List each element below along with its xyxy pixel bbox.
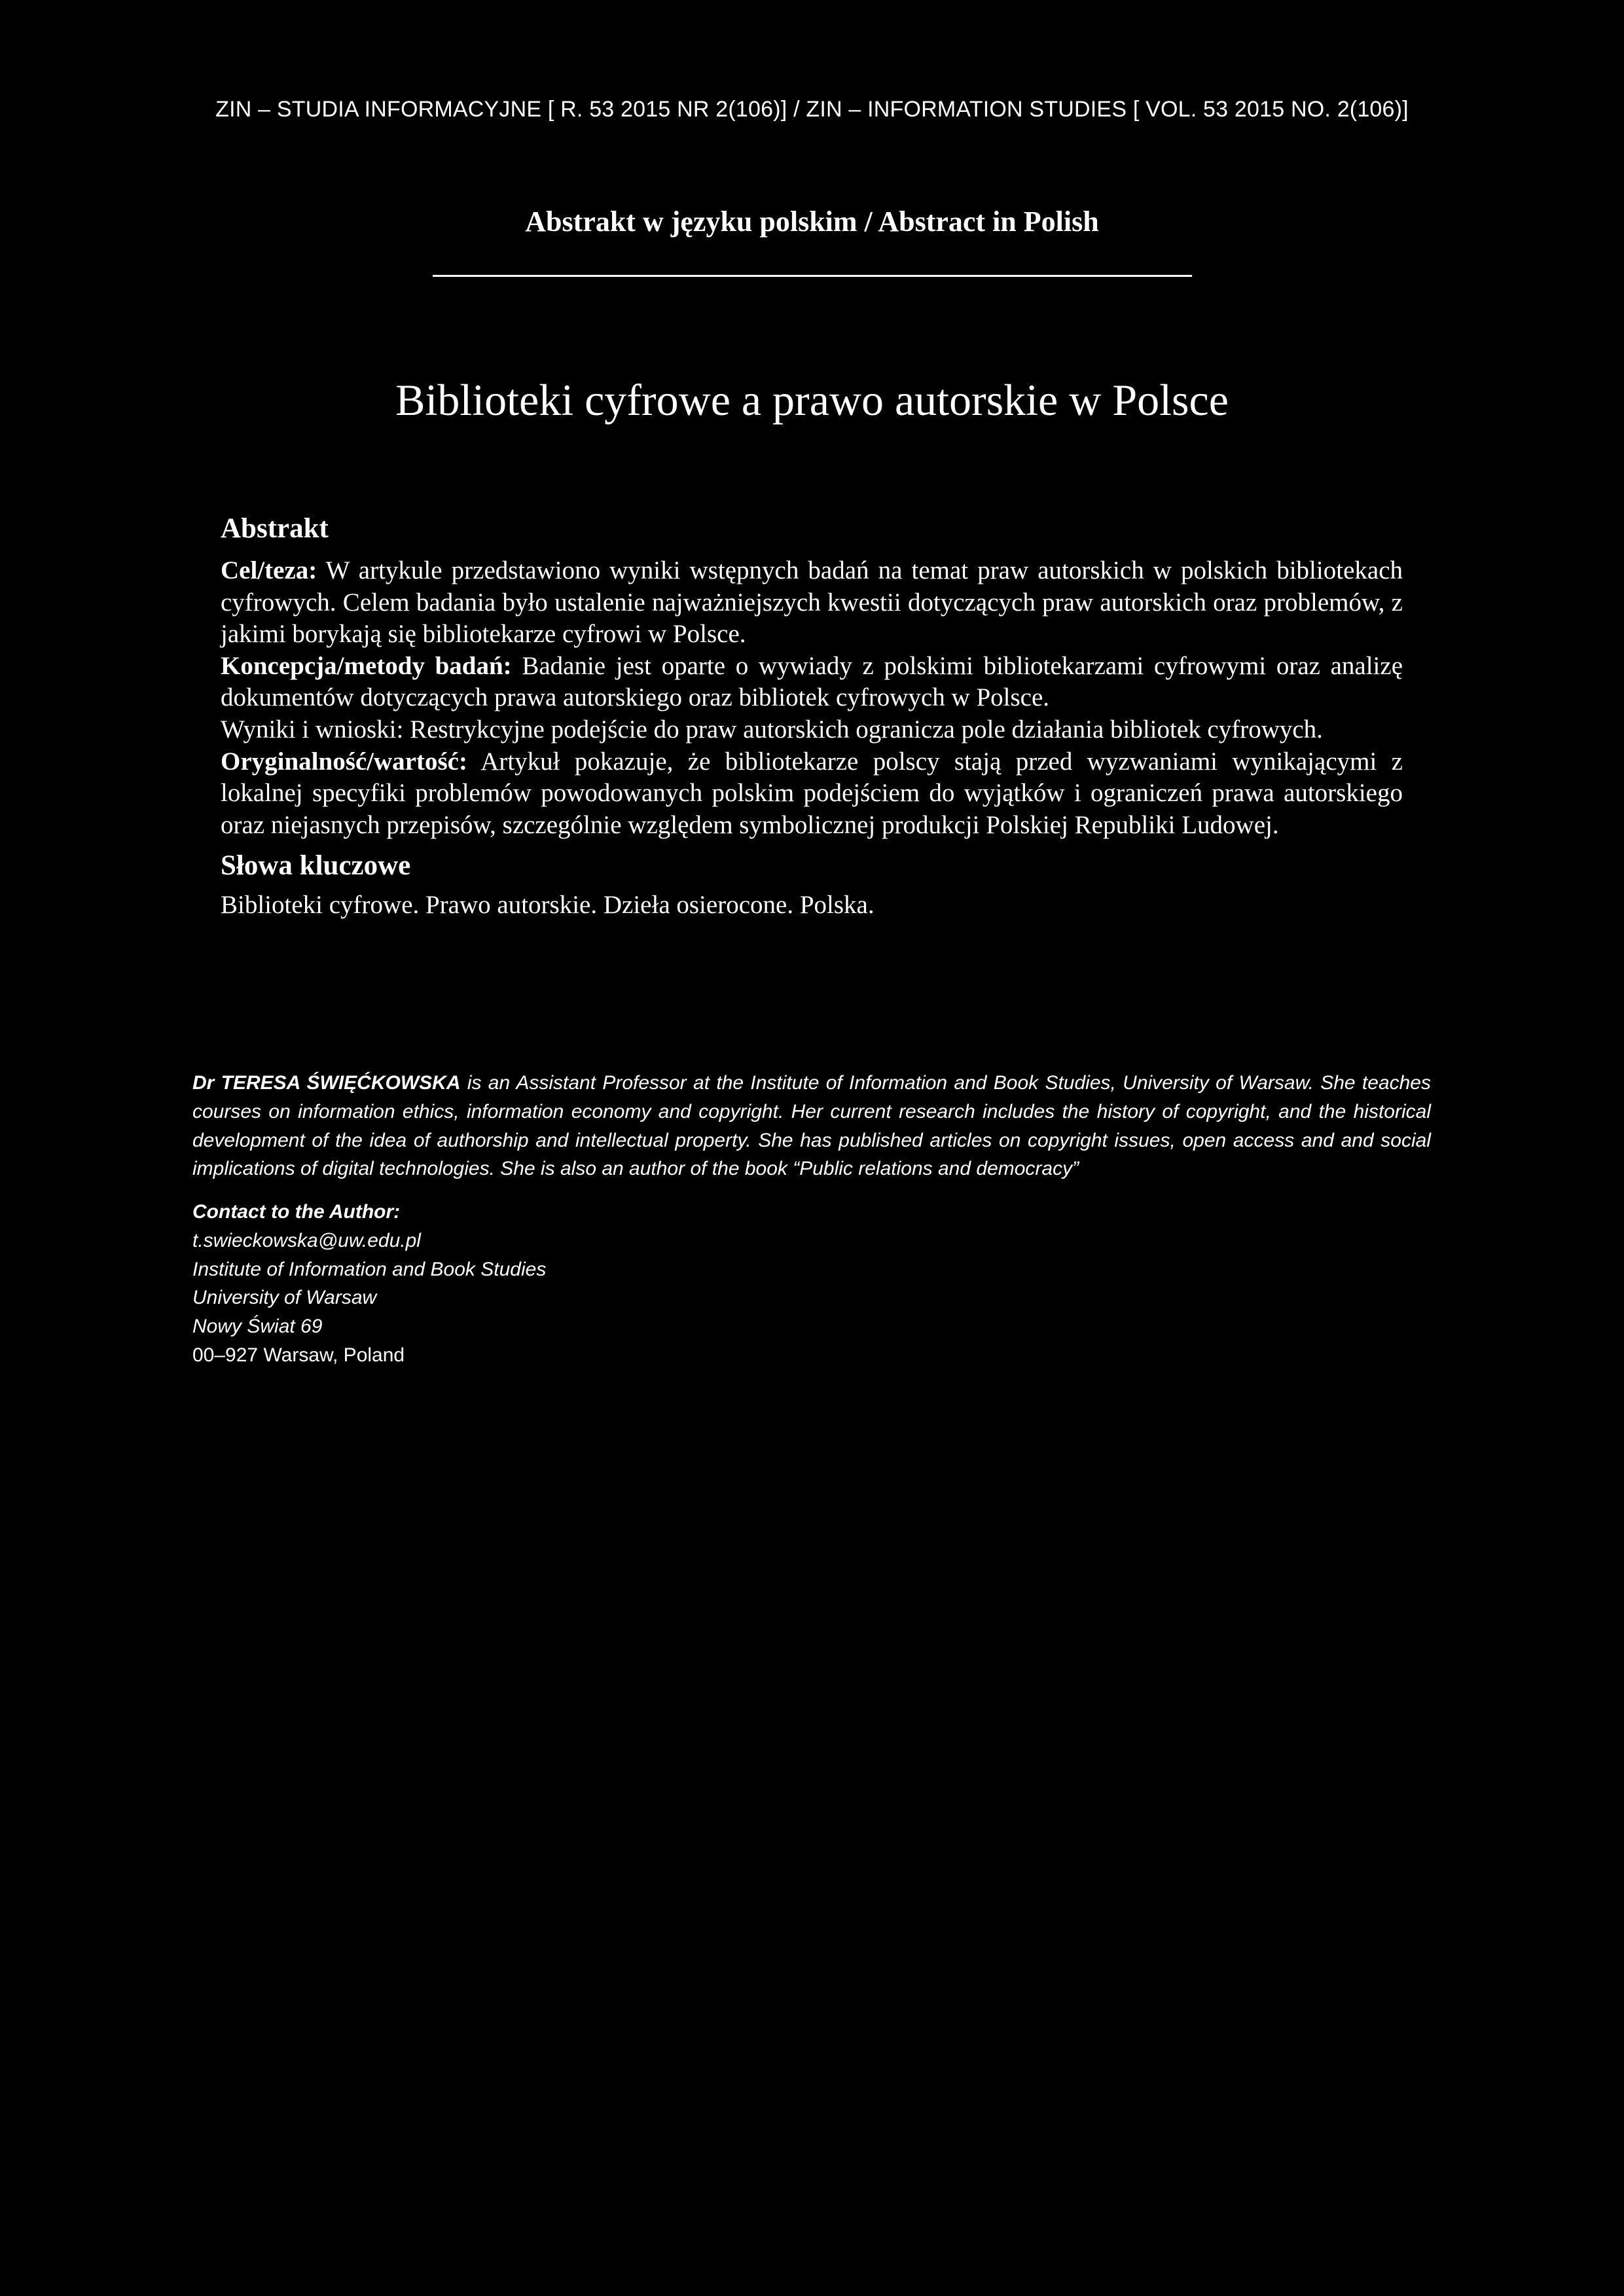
keywords-heading: Słowa kluczowe <box>221 850 411 882</box>
abstract-text-purpose: W artykule przedstawiono wyniki wstępnych badań na temat praw autorskich w polskich bibliotekach cyfrowych. Celem badania było ustalenie najważniejszych kwestii dotyczących praw autorskich oraz problemów, z jakimi borykają się bibliotekarze cyfrowi w Polsce. <box>221 556 1403 649</box>
keywords-text: Biblioteki cyfrowe. Prawo autorskie. Dzieła osierocone. Polska. <box>221 891 875 920</box>
running-head: ZIN – STUDIA INFORMACYJNE [ R. 53 2015 NR 2(106)] / ZIN – INFORMATION STUDIES [ VOL. 53 2015 NO. 2(106)] <box>215 97 1409 122</box>
abstract-paragraph-purpose <box>221 555 1403 651</box>
abstract-lead-purpose: Cel/teza: <box>221 556 317 584</box>
paper-title: Biblioteki cyfrowe a prawo autorskie w Polsce <box>395 375 1229 425</box>
contact-street: Nowy Świat 69 <box>192 1316 323 1338</box>
abstract-paragraph-results <box>221 714 1403 746</box>
abstract-paragraph-originality <box>221 746 1403 842</box>
abstract-text-methods: Badanie jest oparte o wywiady z polskimi bibliotekarzami cyfrowymi oraz analizę dokumentów dotyczących prawa autorskiego oraz bibliotek cyfrowych w Polsce. <box>221 651 1403 712</box>
contact-heading: Contact to the Author: <box>192 1201 401 1223</box>
abstract-lead-originality: Oryginalność/wartość: <box>221 747 467 776</box>
author-name: Dr TERESA ŚWIĘĆKOWSKA <box>192 1072 461 1094</box>
abstract-lead-methods: Koncepcja/metody badań: <box>221 651 512 680</box>
author-contact <box>192 1198 978 1370</box>
contact-institute: Institute of Information and Book Studies <box>192 1258 547 1280</box>
section-label: Abstrakt w języku polskim / Abstract in Polish <box>525 206 1099 238</box>
abstract-text-results: Wyniki i wnioski: Restrykcyjne podejście do praw autorskich ogranicza pole działania bibliotek cyfrowych. <box>221 715 1323 744</box>
abstract-block <box>221 511 1403 922</box>
section-divider <box>433 275 1192 277</box>
author-bio-text: is an Assistant Professor at the Institute of Information and Book Studies, University of Warsaw. She teaches courses on information ethics, information economy and copyright. Her current research includes the history of copyright, and the historical development of the idea of authorship and intellectual property. She has published articles on copyright issues, open access and and social implications of digital technologies. She is also an author of the book “Public relations and democracy” <box>192 1072 1431 1180</box>
contact-city: 00–927 Warsaw, Poland <box>192 1344 405 1366</box>
author-bio <box>192 1069 1431 1183</box>
abstract-paragraph-methods <box>221 651 1403 714</box>
contact-university: University of Warsaw <box>192 1287 377 1309</box>
abstract-heading: Abstrakt <box>221 513 329 544</box>
contact-email[interactable]: t.swieckowska@uw.edu.pl <box>192 1229 421 1251</box>
abstract-text-originality: Artykuł pokazuje, że bibliotekarze polscy stają przed wyzwaniami wynikającymi z lokalnej specyfiki problemów powodowanych polskim podejściem do wyjątków i ograniczeń prawa autorskiego oraz niejasnych przepisów, szczególnie względem symbolicznej produkcji Polskiej Republiki Ludowej. <box>221 747 1403 839</box>
